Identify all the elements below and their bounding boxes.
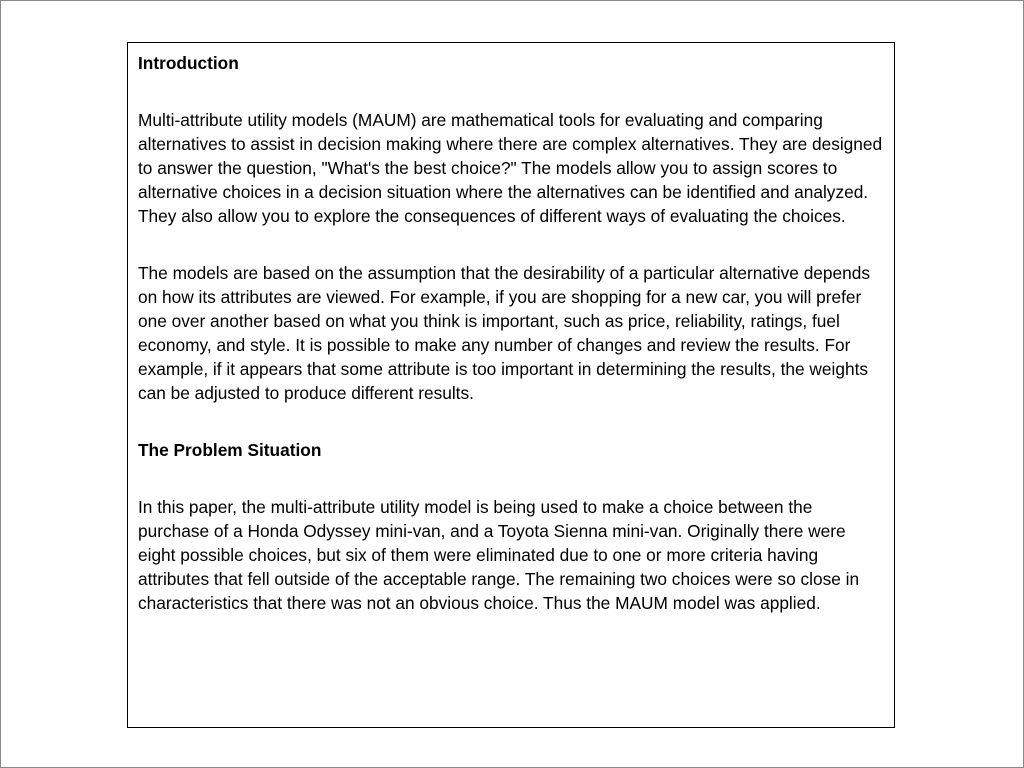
- section-heading-problem-situation: The Problem Situation: [138, 440, 322, 460]
- paragraph-maum-assumption: The models are based on the assumption that the desirability of a particular alternative depends on how its attributes are viewed. For example, if you are shopping for a new car, you will prefer one over another based on what you think is important, such as price, reliability, ratings, fuel economy, and style. It is possible to make any number of changes and review the results. For example, if it appears that some attribute is too important in determining the results, the weights can be adjusted to produce different results.: [138, 263, 871, 403]
- document-text-box: [127, 42, 895, 728]
- paragraph-maum-definition: Multi-attribute utility models (MAUM) are mathematical tools for evaluating and comparing alternatives to assist in decision making where there are complex alternatives. They are designed to answer the question, "What's the best choice?" The models allow you to assign scores to alternative choices in a decision situation where the alternatives can be identified and analyzed. They also allow you to explore the consequences of different ways of evaluating the choices.: [138, 110, 883, 226]
- section-heading-introduction: Introduction: [138, 53, 239, 73]
- paragraph-problem-situation: In this paper, the multi-attribute utility model is being used to make a choice between the purchase of a Honda Odyssey mini-van, and a Toyota Sienna mini-van. Originally there were eight possible choices, but six of them were eliminated due to one or more criteria having attributes that fell outside of the acceptable range. The remaining two choices were so close in characteristics that there was not an obvious choice. Thus the MAUM model was applied.: [138, 497, 860, 613]
